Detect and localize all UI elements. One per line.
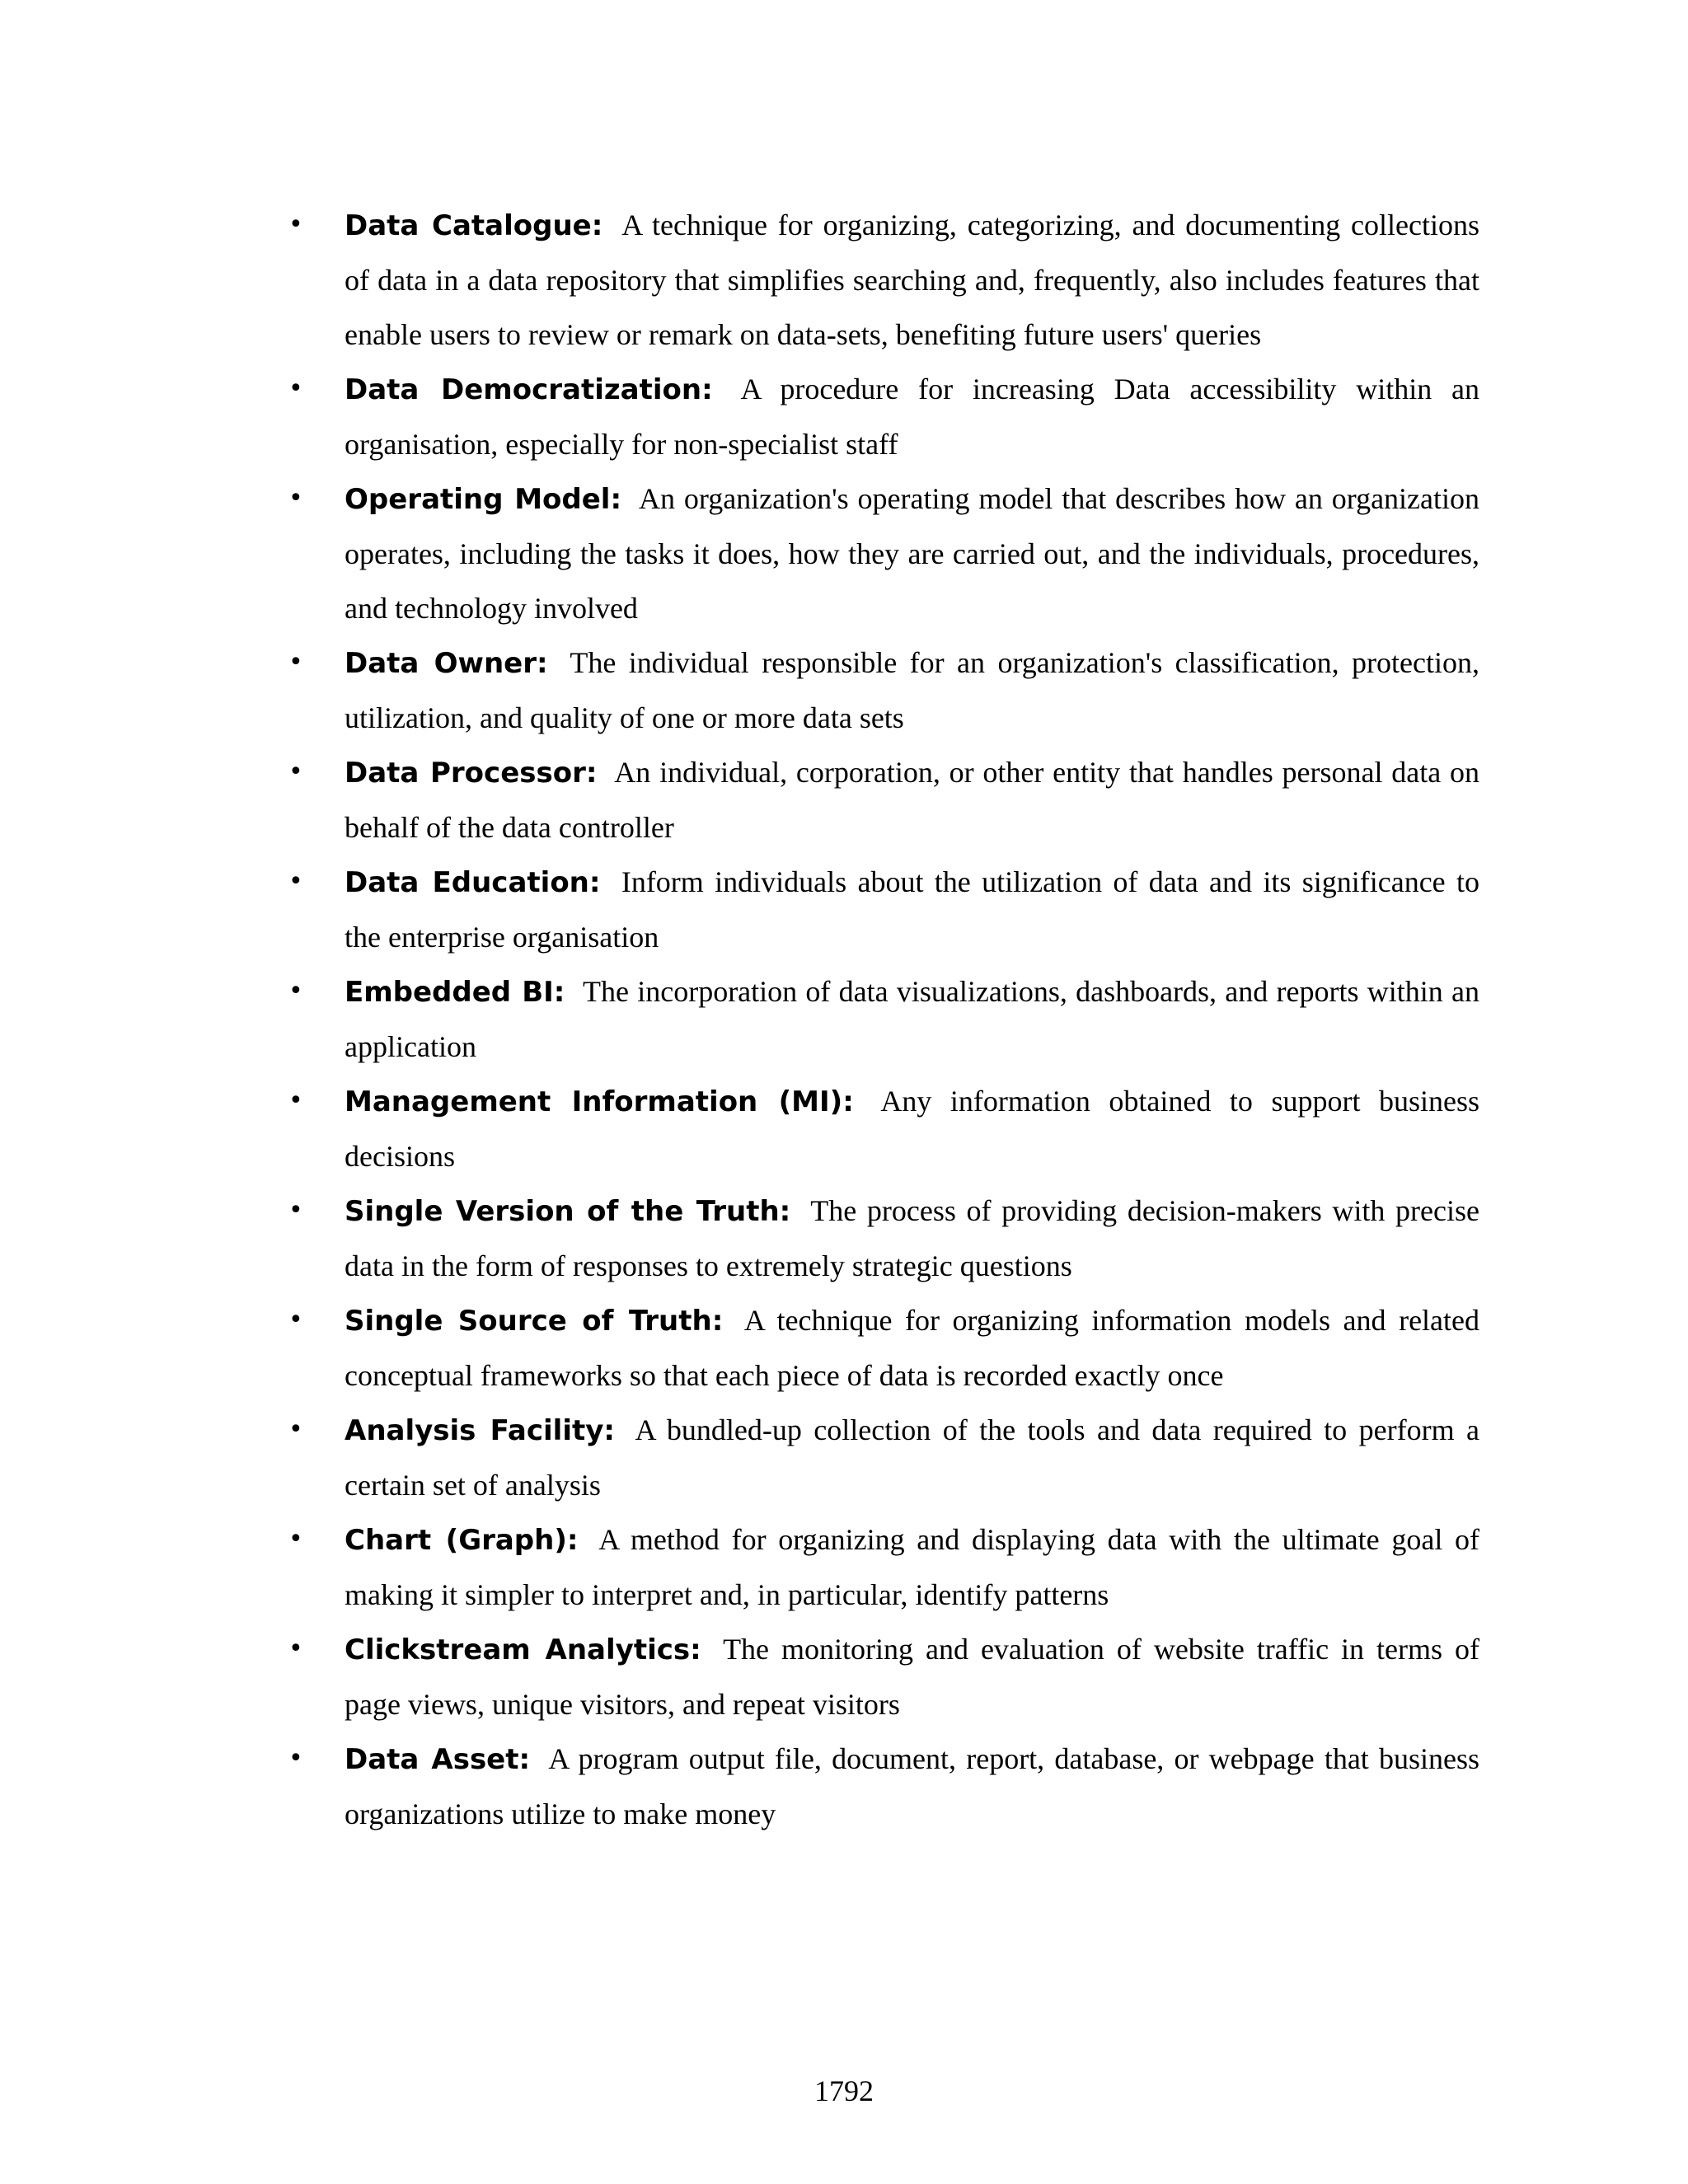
glossary-list bbox=[288, 198, 1479, 1841]
entry-definition: A program output file, document, report, database, or webpage that business organizations utilize to make money bbox=[345, 1742, 1480, 1830]
entry-definition: A method for organizing and displaying data with the ultimate goal of making it simpler to interpret and, in particular, identify patterns bbox=[345, 1523, 1480, 1611]
entry-term: Clickstream Analytics: bbox=[345, 1633, 701, 1666]
bullet-icon: • bbox=[288, 1744, 303, 1773]
entry-term: Data Owner: bbox=[345, 647, 548, 680]
entry-definition: A procedure for increasing Data accessibility within an organisation, especially for non-specialist staff bbox=[345, 373, 1479, 461]
glossary-entry-clickstream-analytics bbox=[288, 1622, 1479, 1732]
entry-term: Operating Model: bbox=[345, 483, 622, 516]
entry-definition: Inform individuals about the utilization of data and its significance to the enterprise organisation bbox=[345, 865, 1479, 954]
glossary-entry-operating-model bbox=[288, 471, 1479, 635]
glossary-entry-management-information bbox=[288, 1074, 1479, 1183]
entry-definition: A bundled-up collection of the tools and data required to perform a certain set of analysis bbox=[345, 1413, 1479, 1502]
entry-definition: The process of providing decision-makers with precise data in the form of responses to extremely strategic questions bbox=[345, 1194, 1479, 1282]
entry-term: Data Asset: bbox=[345, 1743, 531, 1776]
entry-definition: A technique for organizing, categorizing, and documenting collections of data in a data repository that simplifies searching and, frequently, also includes features that enable users to review or remark on data-sets, benefiting future users' queries bbox=[345, 209, 1480, 351]
bullet-icon: • bbox=[288, 1525, 303, 1554]
bullet-icon: • bbox=[288, 977, 303, 1005]
glossary-entry-analysis-facility bbox=[288, 1403, 1479, 1512]
entry-term: Single Source of Truth: bbox=[345, 1305, 724, 1338]
bullet-icon: • bbox=[288, 1086, 303, 1115]
entry-definition: An organization's operating model that describes how an organization operates, including the tasks it does, how they are carried out, and the individuals, procedures, and technology involved bbox=[345, 482, 1480, 625]
entry-term: Data Processor: bbox=[345, 757, 598, 790]
bullet-icon: • bbox=[288, 1196, 303, 1225]
glossary-entry-data-owner bbox=[288, 635, 1479, 745]
bullet-icon: • bbox=[288, 374, 303, 403]
entry-term: Management Information (MI): bbox=[345, 1085, 854, 1118]
glossary-entry-data-education bbox=[288, 855, 1479, 964]
bullet-icon: • bbox=[288, 648, 303, 677]
glossary-entry-data-asset bbox=[288, 1732, 1479, 1841]
glossary-entry-embedded-bi bbox=[288, 964, 1479, 1074]
entry-definition: The individual responsible for an organization's classification, protection, utilization, and quality of one or more data sets bbox=[345, 646, 1479, 734]
bullet-icon: • bbox=[288, 757, 303, 786]
entry-definition: The monitoring and evaluation of website traffic in terms of page views, unique visitors, and repeat visitors bbox=[345, 1633, 1479, 1721]
entry-definition: A technique for organizing information models and related conceptual frameworks so that each piece of data is recorded exactly once bbox=[345, 1304, 1480, 1392]
entry-term: Data Education: bbox=[345, 866, 601, 899]
entry-term: Analysis Facility: bbox=[345, 1414, 615, 1447]
glossary-entry-single-source-of-truth bbox=[288, 1293, 1479, 1403]
glossary-entry-chart-graph bbox=[288, 1512, 1479, 1622]
glossary-entry-data-democratization bbox=[288, 362, 1479, 471]
glossary-entry-data-processor bbox=[288, 745, 1479, 855]
glossary-entry-single-version-of-truth bbox=[288, 1183, 1479, 1293]
entry-term: Single Version of the Truth: bbox=[345, 1195, 791, 1228]
page-number: 1792 bbox=[814, 2074, 874, 2107]
entry-term: Data Catalogue: bbox=[345, 209, 603, 242]
bullet-icon: • bbox=[288, 210, 303, 239]
glossary-entry-data-catalogue bbox=[288, 198, 1479, 362]
bullet-icon: • bbox=[288, 867, 303, 896]
entry-term: Embedded BI: bbox=[345, 976, 565, 1009]
bullet-icon: • bbox=[288, 1415, 303, 1444]
entry-term: Data Democratization: bbox=[345, 373, 713, 406]
entry-term: Chart (Graph): bbox=[345, 1524, 579, 1557]
entry-definition: Any information obtained to support business decisions bbox=[345, 1085, 1480, 1173]
bullet-icon: • bbox=[288, 1634, 303, 1663]
bullet-icon: • bbox=[288, 1305, 303, 1334]
bullet-icon: • bbox=[288, 484, 303, 513]
entry-definition: The incorporation of data visualizations, dashboards, and reports within an application bbox=[345, 975, 1480, 1063]
entry-definition: An individual, corporation, or other entity that handles personal data on behalf of the data controller bbox=[345, 756, 1480, 844]
